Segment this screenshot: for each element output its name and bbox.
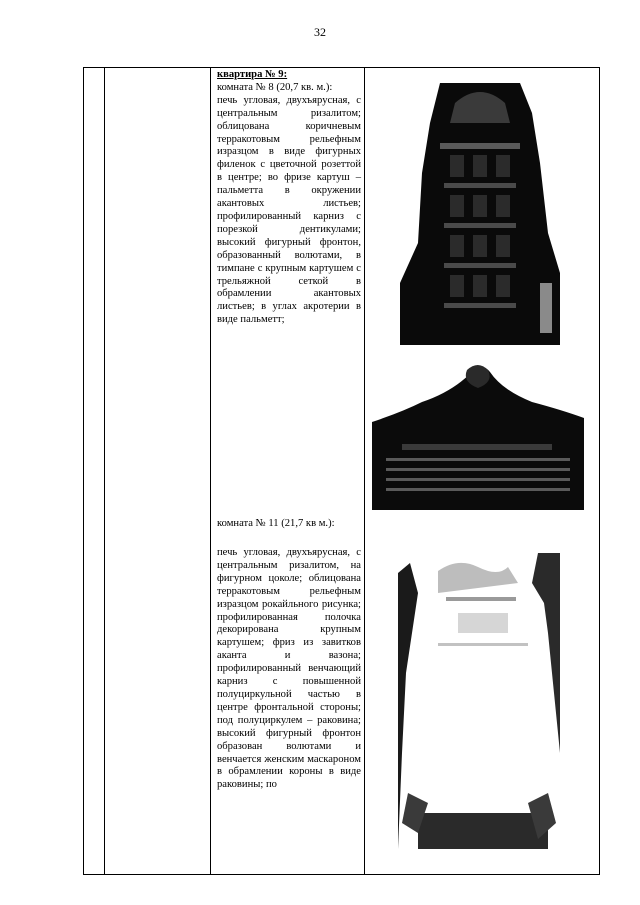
apartment-heading: квартира № 9:	[217, 69, 288, 80]
table-column-divider	[104, 68, 105, 874]
stove-top-photo-room-8	[372, 362, 584, 510]
room-8-cell	[217, 69, 361, 327]
room-8-title: комната № 8 (20,7 кв. м.):	[217, 81, 333, 93]
stove-photo-room-8	[400, 83, 560, 345]
stove-photo-dark-icon	[400, 83, 560, 345]
stove-photo-light-icon	[398, 553, 560, 849]
stove-top-photo-dark-icon	[372, 362, 584, 510]
room-11-description: печь угловая, двухъярусная, с центральным ризалитом, на фигурном цоколе; облицована терракотовым рельефным изразцом рокайльного рисунка; профилированная полочка декорирована крупным картушем; фриз из завитков аканта и вазона; профилированный венчающий карниз с повышенной полуциркульной частью в центре фронтальной стороны; под полуциркулем – раковина; высокий фигурный фронтон образован волютами и венчается женским маскароном в обрамлении короны в виде раковины; по	[217, 547, 361, 791]
page-number: 32	[314, 25, 326, 39]
table-column-divider	[364, 68, 365, 874]
stove-photo-room-11	[398, 553, 560, 849]
table-column-divider	[210, 68, 211, 874]
room-11-title: комната № 11 (21,7 кв м.):	[217, 518, 335, 529]
room-11-cell	[217, 547, 361, 792]
room-11-title-cell	[217, 518, 361, 531]
room-8-description: печь угловая, двухъярусная, с центральным ризалитом; облицована коричневым терракотовым рельефным изразцом в виде фигурных филенок с цветочной розеттой в центре; во фризе картуш – пальметта в окружении акантовых листьев; профилированный карниз с порезкой дентикулами; высокий фигурный фронтон, образованный волютами, в тимпане с крупным картушем с трельяжной сеткой в обрамлении акантовых листьев; в углах акротерии в виде пальметт;	[217, 94, 361, 326]
